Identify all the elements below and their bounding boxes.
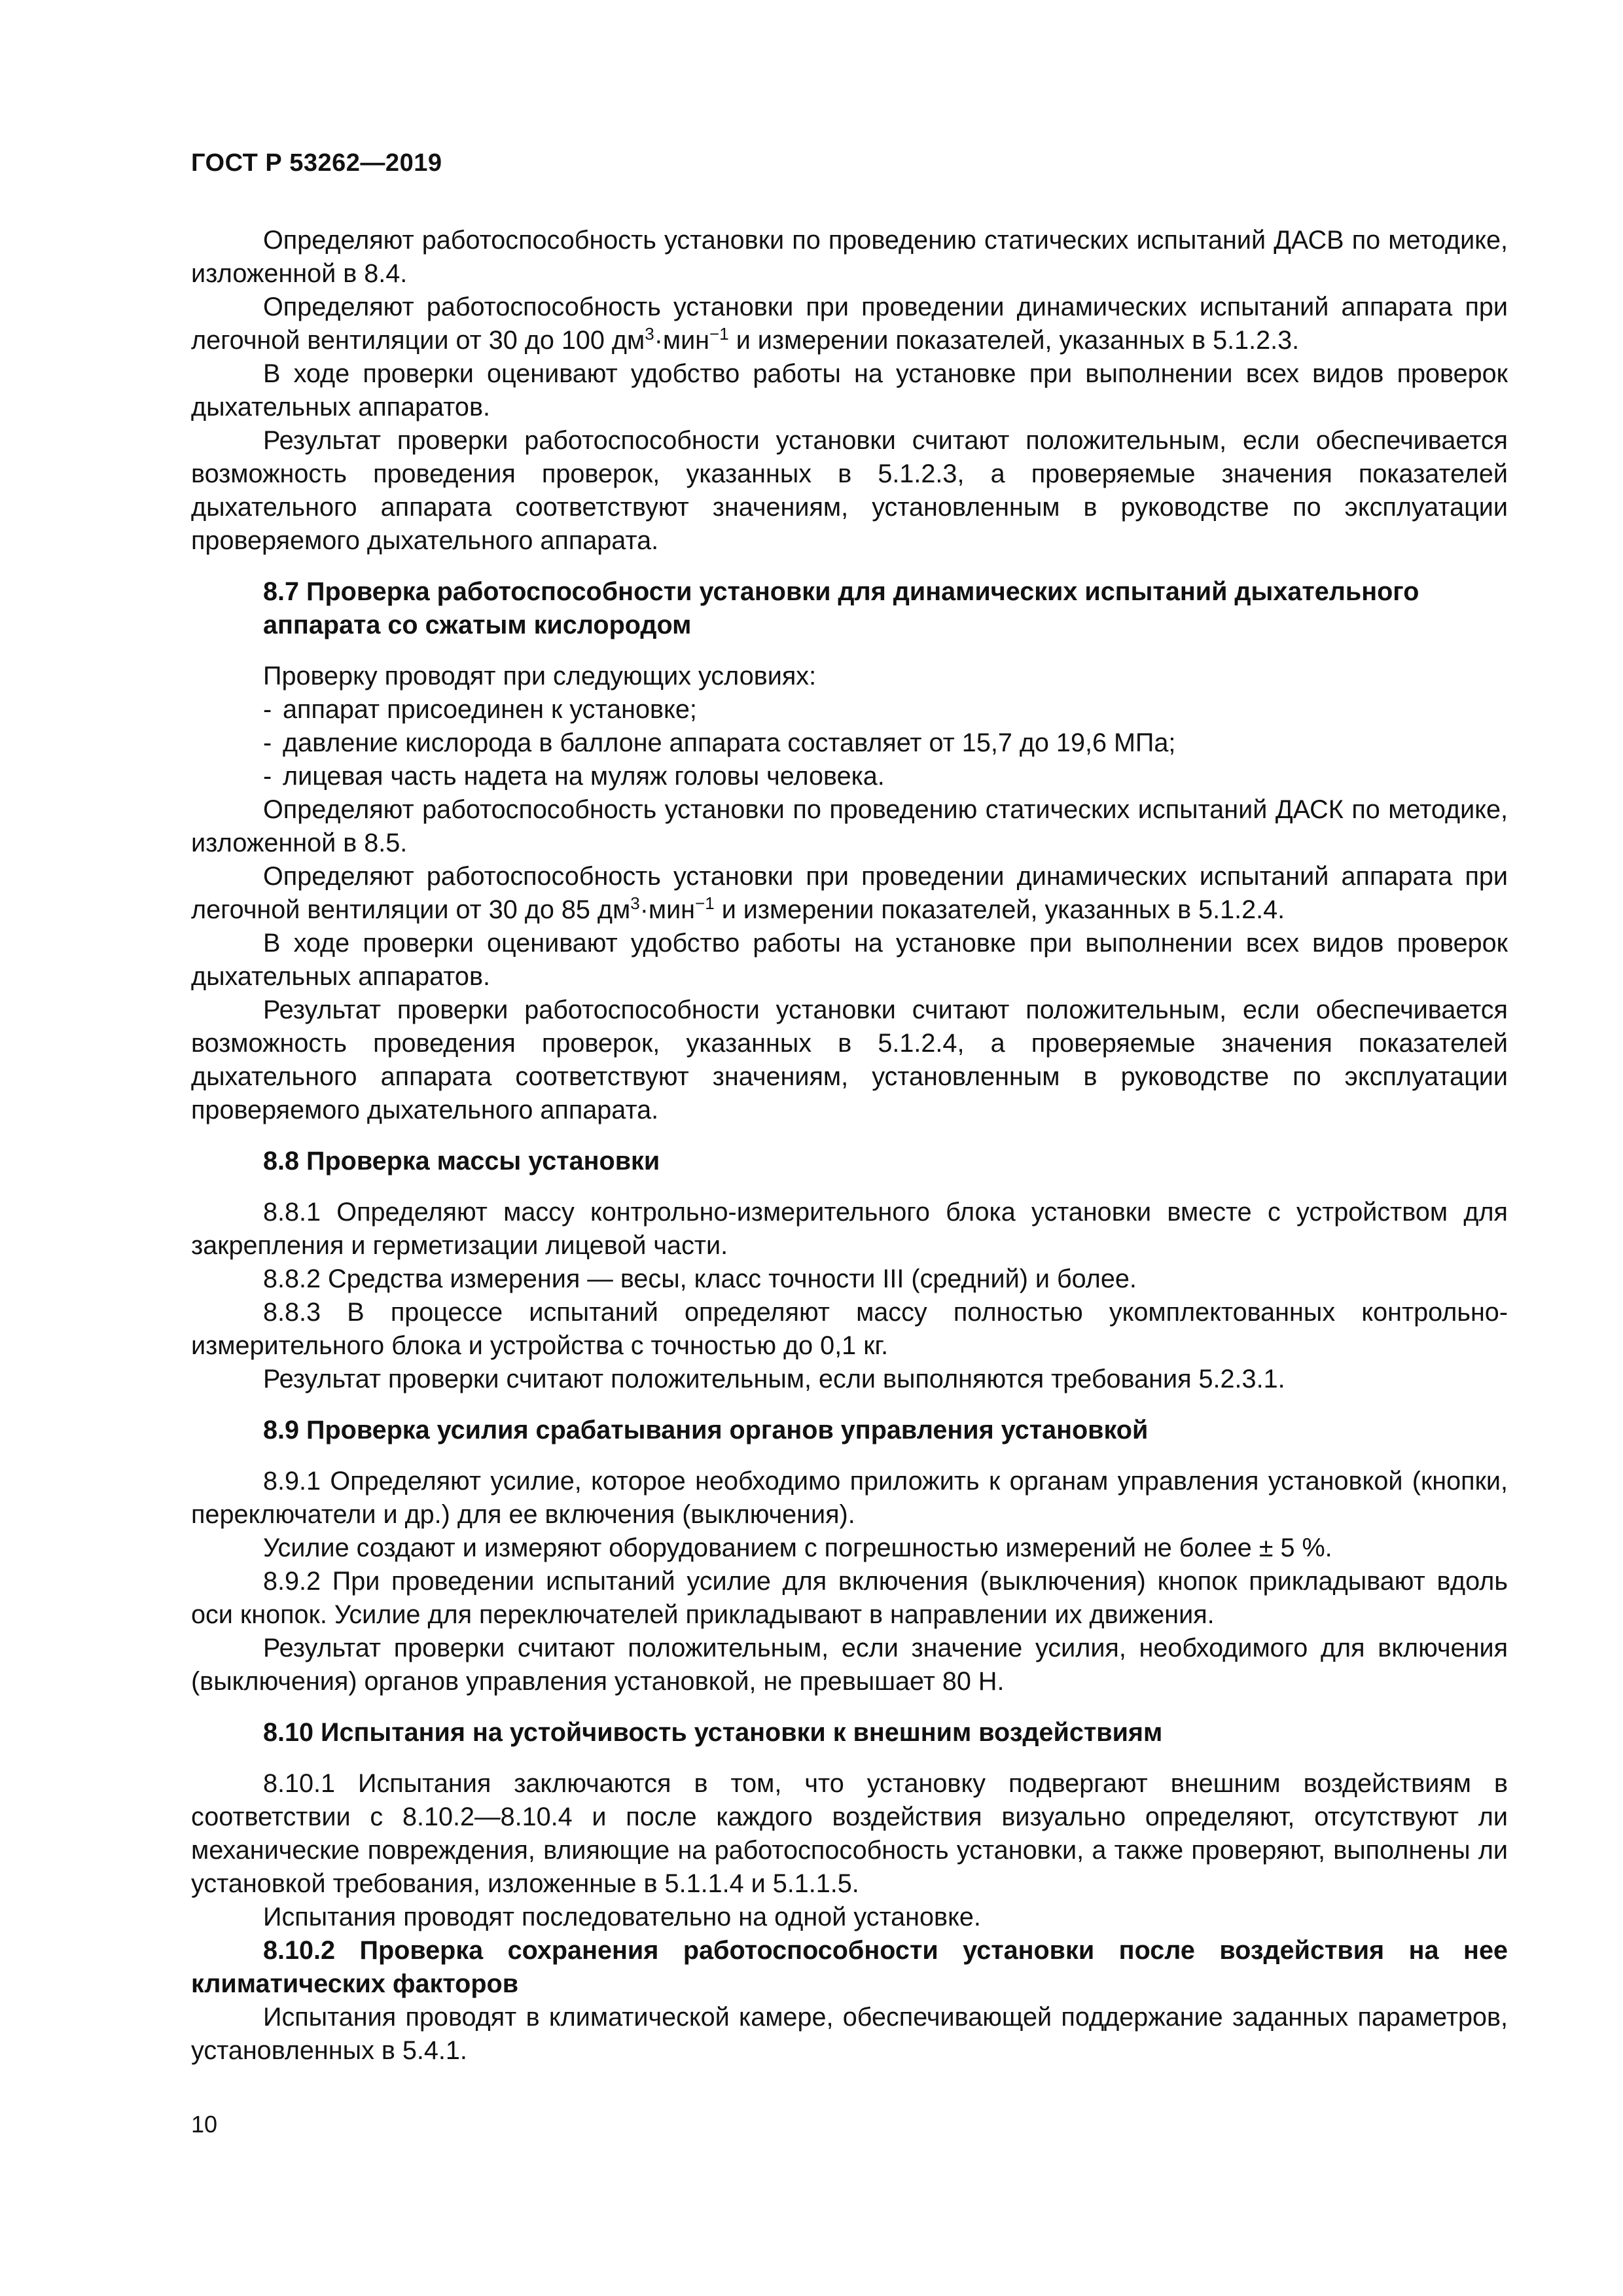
subsection-heading-8-10-2: 8.10.2 Проверка сохранения работоспособности установки после воздействия на нее климатических факторов [191,1936,1508,1998]
paragraph: 8.9.1 Определяют усилие, которое необходимо приложить к органам управления установкой (кнопки, переключатели и др.) для ее включения (выключения). [191,1467,1508,1529]
document-header: ГОСТ Р 53262—2019 [191,149,442,177]
section-heading-8-8: 8.8 Проверка массы установки [263,1147,660,1175]
paragraph: Испытания проводят последовательно на одной установке. [263,1903,981,1931]
paragraph: Результат проверки работоспособности установки считают положительным, если обеспечивается возможность проведения проверок, указанных в 5.1.2.3, а проверяемые значения показателей дыхательного аппарата соответствуют значениям, установленным в руководстве по эксплуатации проверяемого дыхательного аппарата. [191,426,1508,555]
paragraph: Проверку проводят при следующих условиях: [263,662,817,691]
paragraph: 8.9.2 При проведении испытаний усилие для включения (выключения) кнопок прикладывают вдоль оси кнопок. Усилие для переключателей прикладывают в направлении их движения. [191,1567,1508,1629]
paragraph: Результат проверки считают положительным, если выполняются требования 5.2.3.1. [263,1365,1285,1393]
paragraph: Определяют работоспособность установки при проведении динамических испытаний аппарата при легочной вентиляции от 30 до 85 $дм^3\cdot мин^{-1}$ и измерении показателей, указанных в 5.1.2.4. [191,862,1508,924]
section-heading-8-10: 8.10 Испытания на устойчивость установки к внешним воздействиям [263,1718,1163,1747]
list-item: - аппарат присоединен к установке; [263,695,697,724]
paragraph: 8.10.1 Испытания заключаются в том, что установку подвергают внешним воздействиям в соответствии с 8.10.2—8.10.4 и после каждого воздействия визуально определяют, отсутствуют ли механические повреждения, влияющие на работоспособность установки, а также проверяют, выполнены ли установкой требования, изложенные в 5.1.1.4 и 5.1.1.5. [191,1769,1508,1898]
paragraph: В ходе проверки оценивают удобство работы на установке при выполнении всех видов проверок дыхательных аппаратов. [191,359,1508,422]
page-number: 10 [191,2111,218,2138]
list-item: - лицевая часть надета на муляж головы человека. [263,762,885,791]
section-heading-8-7: 8.7 Проверка работоспособности установки для динамических испытаний дыхательного аппарата со сжатым кислородом [263,577,1419,639]
paragraph: 8.8.3 В процессе испытаний определяют массу полностью укомплектованных контрольно-измерительного блока и устройства с точностью до 0,1 кг. [191,1298,1508,1360]
paragraph: Усилие создают и измеряют оборудованием с погрешностью измерений не более ± 5 %. [263,1534,1332,1562]
paragraph: Результат проверки работоспособности установки считают положительным, если обеспечивается возможность проведения проверок, указанных в 5.1.2.4, а проверяемые значения показателей дыхательного аппарата соответствуют значениям, установленным в руководстве по эксплуатации проверяемого дыхательного аппарата. [191,996,1508,1124]
paragraph: 8.8.1 Определяют массу контрольно-измерительного блока установки вместе с устройством для закрепления и герметизации лицевой части. [191,1198,1508,1260]
section-heading-8-9: 8.9 Проверка усилия срабатывания органов управления установкой [263,1416,1149,1444]
paragraph: Определяют работоспособность установки по проведению статических испытаний ДАСВ по методике, изложенной в 8.4. [191,226,1508,288]
document-page [191,0,1508,2296]
paragraph: В ходе проверки оценивают удобство работы на установке при выполнении всех видов проверок дыхательных аппаратов. [191,929,1508,991]
list-item: - давление кислорода в баллоне аппарата составляет от 15,7 до 19,6 МПа; [263,728,1176,757]
paragraph: Испытания проводят в климатической камере, обеспечивающей поддержание заданных параметров, установленных в 5.4.1. [191,2003,1508,2065]
paragraph: Определяют работоспособность установки по проведению статических испытаний ДАСК по методике, изложенной в 8.5. [191,795,1508,857]
paragraph: Определяют работоспособность установки при проведении динамических испытаний аппарата при легочной вентиляции от 30 до 100 $дм^3\cdot мин^{-1}$ и измерении показателей, указанных в 5.1.2.3. [191,293,1508,355]
document-body [191,224,1508,2068]
paragraph: 8.8.2 Средства измерения — весы, класс точности III (средний) и более. [263,1265,1137,1293]
paragraph: Результат проверки считают положительным, если значение усилия, необходимого для включения (выключения) органов управления установкой, не превышает 80 Н. [191,1634,1508,1696]
